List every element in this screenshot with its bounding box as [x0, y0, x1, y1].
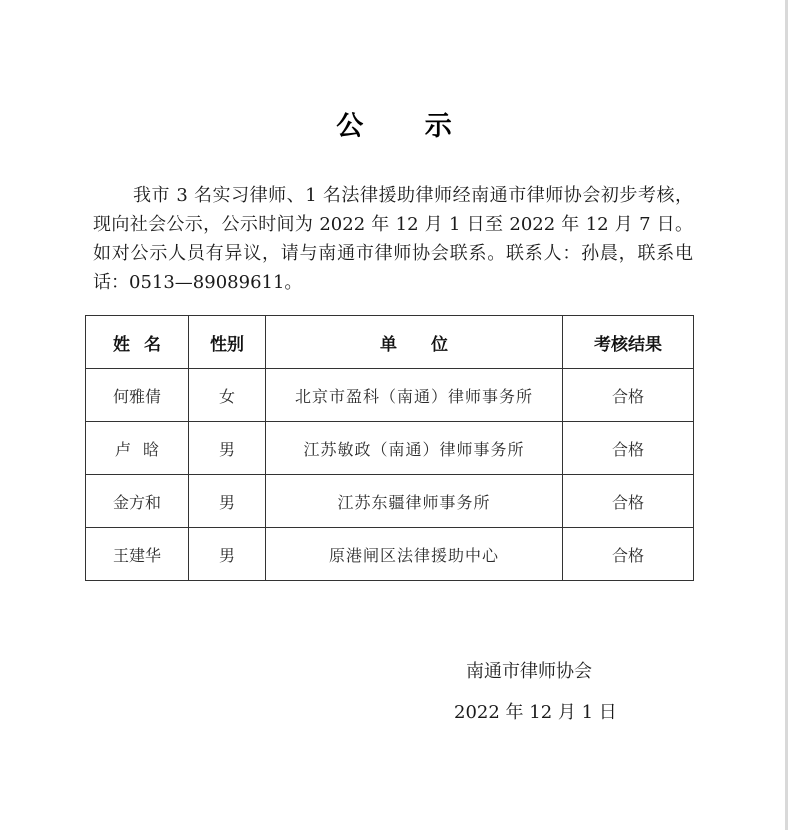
cell-unit: 江苏东疆律师事务所	[266, 475, 563, 528]
cell-name: 金方和	[86, 475, 189, 528]
header-result: 考核结果	[563, 316, 694, 369]
header-gender: 性别	[189, 316, 266, 369]
table-header-row	[86, 316, 694, 369]
cell-gender: 男	[189, 528, 266, 581]
table-row	[86, 422, 694, 475]
cell-gender: 女	[189, 369, 266, 422]
cell-name: 何雅倩	[86, 369, 189, 422]
signature-date: 2022 年 12 月 1 日	[454, 702, 617, 723]
signature-organization: 南通市律师协会	[466, 661, 592, 682]
results-table	[85, 315, 694, 581]
cell-result: 合格	[563, 475, 694, 528]
cell-result: 合格	[563, 422, 694, 475]
table-row	[86, 528, 694, 581]
cell-name: 王建华	[86, 528, 189, 581]
cell-unit: 江苏敏政（南通）律师事务所	[266, 422, 563, 475]
cell-gender: 男	[189, 475, 266, 528]
cell-gender: 男	[189, 422, 266, 475]
table-row	[86, 369, 694, 422]
cell-unit: 北京市盈科（南通）律师事务所	[266, 369, 563, 422]
cell-name: 卢晗	[86, 422, 189, 475]
announcement-paragraph: 我市 3 名实习律师、1 名法律援助律师经南通市律师协会初步考核，现向社会公示，公示时间为 2022 年 12 月 1 日至 2022 年 12 月 7 日。如对公示人员有异议，请与南通市律师协会联系。联系人：孙晨，联系电话：0513—89089611。	[93, 185, 693, 293]
header-unit: 单位	[266, 316, 563, 369]
document-title: 公 示	[336, 111, 478, 142]
table-row	[86, 475, 694, 528]
cell-unit: 原港闸区法律援助中心	[266, 528, 563, 581]
cell-result: 合格	[563, 528, 694, 581]
cell-result: 合格	[563, 369, 694, 422]
header-name: 姓名	[86, 316, 189, 369]
